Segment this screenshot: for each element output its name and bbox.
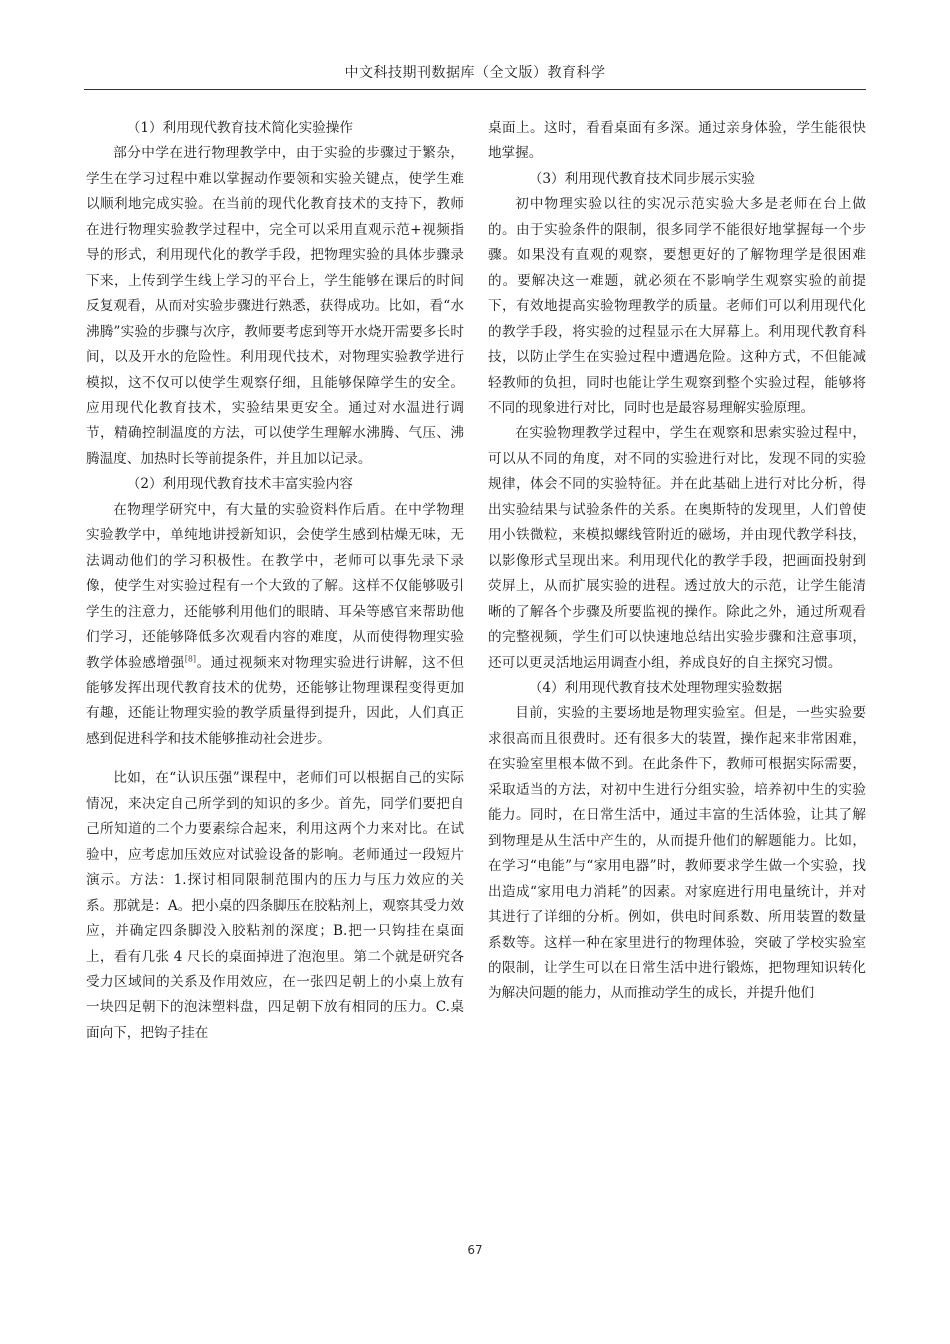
paragraph-2 [86,498,464,753]
header-rule [84,89,866,90]
right-column [488,116,866,1007]
paragraph-continued: 桌面上。这时，看看桌面有多深。通过亲身体验，学生能很快地掌握。 [488,120,866,162]
paragraph-3: 比如，在“认识压强”课程中，老师们可以根据自己的实际情况，来决定自己所学到的知识的多少。首先，同学们要把自己所知道的二个力要素综合起来，利用这两个力来对比。在试验中，应考虑加压效应对试验设备的影响。老师通过一段短片演示。方法：1.探讨相同限制范围内的压力与压力效应的关系。那就是：A。把小桌的四条脚压在胶粘剂上，观察其受力效应，并确定四条脚没入胶粘剂的深度；B.把一只钩挂在桌面上，看有几张 4 尺长的桌面掉进了泡泡里。第二个就是研究各受力区域间的关系及作用效应，在一张四足朝上的小桌上放有一块四足朝下的泡沫塑料盘，四足朝下放有相同的压力。C.桌面向下，把钩子挂在 [86,770,464,1041]
paragraph-4: 初中物理实验以往的实况示范实验大多是老师在台上做的。由于实验条件的限制，很多同学不能很好地掌握每一个步骤。如果没有直观的观察，要想更好的了解物理学是很困难的。要解决这一难题，就必须在不影响学生观察实验的前提下，有效地提高实验物理教学的质量。老师们可以利用现代化的教学手段，将实验的过程显示在大屏幕上。利用现代教育科技，以防止学生在实验过程中遭遇危险。这种方式，不但能减轻教师的负担，同时也能让学生观察到整个实验过程，能够将不同的现象进行对比，同时也是最容易理解实验原理。 [488,196,866,416]
paragraph-6: 目前，实验的主要场地是物理实验室。但是，一些实验要求很高而且很费时。还有很多大的装置，操作起来非常困难，在实验室里根本做不到。在此条件下，教师可根据实际需要，采取适当的方法，对初中生进行分组实验，培养初中生的实验能力。同时，在日常生活中，通过丰富的生活体验，让其了解到物理是从生活中产生的，从而提升他们的解题能力。比如，在学习“电能”与“家用电器”时，教师要求学生做一个实验，找出造成“家用电力消耗”的因素。对家庭进行用电量统计，并对其进行了详细的分析。例如，供电时间系数、所用装置的数量系数等。这样一种在家里进行的物理体验，突破了学校实验室的限制，让学生可以在日常生活中进行锻炼，把物理知识转化为解决问题的能力，从而推动学生的成长，并提升他们 [488,705,866,1002]
paragraph-2-part-a: 在物理学研究中，有大量的实验资料作后盾。在中学物理实验教学中，单纯地讲授新知识，会使学生感到枯燥无味，无法调动他们的学习积极性。在教学中，老师可以事先录下录像，使学生对实验过程有一个大致的了解。这样不仅能够吸引学生的注意力，还能够利用他们的眼睛、耳朵等感官来帮助他们学习，还能够降低多次观看内容的难度，从而使得物理实验教学体验感增强 [86,501,464,671]
section-heading-3: （3）利用现代教育技术同步展示实验 [528,170,755,187]
journal-header: 中文科技期刊数据库（全文版）教育科学 [344,65,606,81]
paragraph-2-part-b: 。通过视频来对物理实验进行讲解，这不但能够发挥出现代教育技术的优势，还能够让物理课程变得更加有趣，还能让物理实验的教学质量得到提升，因此，人们真正感到促进科学和技术能够推动社会进步。 [86,654,465,747]
citation-marker: [8] [184,653,197,663]
paragraph-5: 在实验物理教学过程中，学生在观察和思索实验过程中，可以从不同的角度，对不同的实验进行对比，发现不同的实验规律，体会不同的实验特征。并在此基础上进行对比分析，得出实验结果与试验条件的关系。在奥斯特的发现里，人们曾使用小铁微粒，来模拟螺线管附近的磁场，并由现代教学科技，以影像形式呈现出来。利用现代化的教学手段，把画面投射到荧屏上，从而扩展实验的进程。透过放大的示范，让学生能清晰的了解各个步骤及所要监视的操作。除此之外，通过所观看的完整视频，学生们可以快速地总结出实验步骤和注意事项，还可以更灵活地运用调查小组，养成良好的自主探究习惯。 [488,425,866,671]
section-heading-1: （1）利用现代教育技术简化实验操作 [126,120,353,136]
page-number: 67 [467,1243,483,1257]
paragraph-1: 部分中学在进行物理教学中，由于实验的步骤过于繁杂，学生在学习过程中难以掌握动作要领和实验关键点，使学生难以顺利地完成实验。在当前的现代化教育技术的支持下，教师在进行物理实验教学过程中，完全可以采用直观示范+视频指导的形式，利用现代化的教学手段，把物理实验的具体步骤录下来，上传到学生线上学习的平台上，学生能够在课后的时间反复观看，从而对实验步骤进行熟悉，获得成功。比如，看“水沸腾”实验的步骤与次序，教师要考虑到等开水烧开需要多长时间，以及开水的危险性。利用现代技术，对物理实验教学进行模拟，这不仅可以使学生观察仔细，且能够保障学生的安全。应用现代化教育技术，实验结果更安全。通过对水温进行调节，精确控制温度的方法，可以使学生理解水沸腾、气压、沸腾温度、加热时长等前提条件，并且加以记录。 [86,145,464,467]
section-heading-2: （2）利用现代教育技术丰富实验内容 [126,476,353,493]
section-heading-4: （4）利用现代教育技术处理物理实验数据 [528,679,783,696]
left-column [86,116,464,1046]
